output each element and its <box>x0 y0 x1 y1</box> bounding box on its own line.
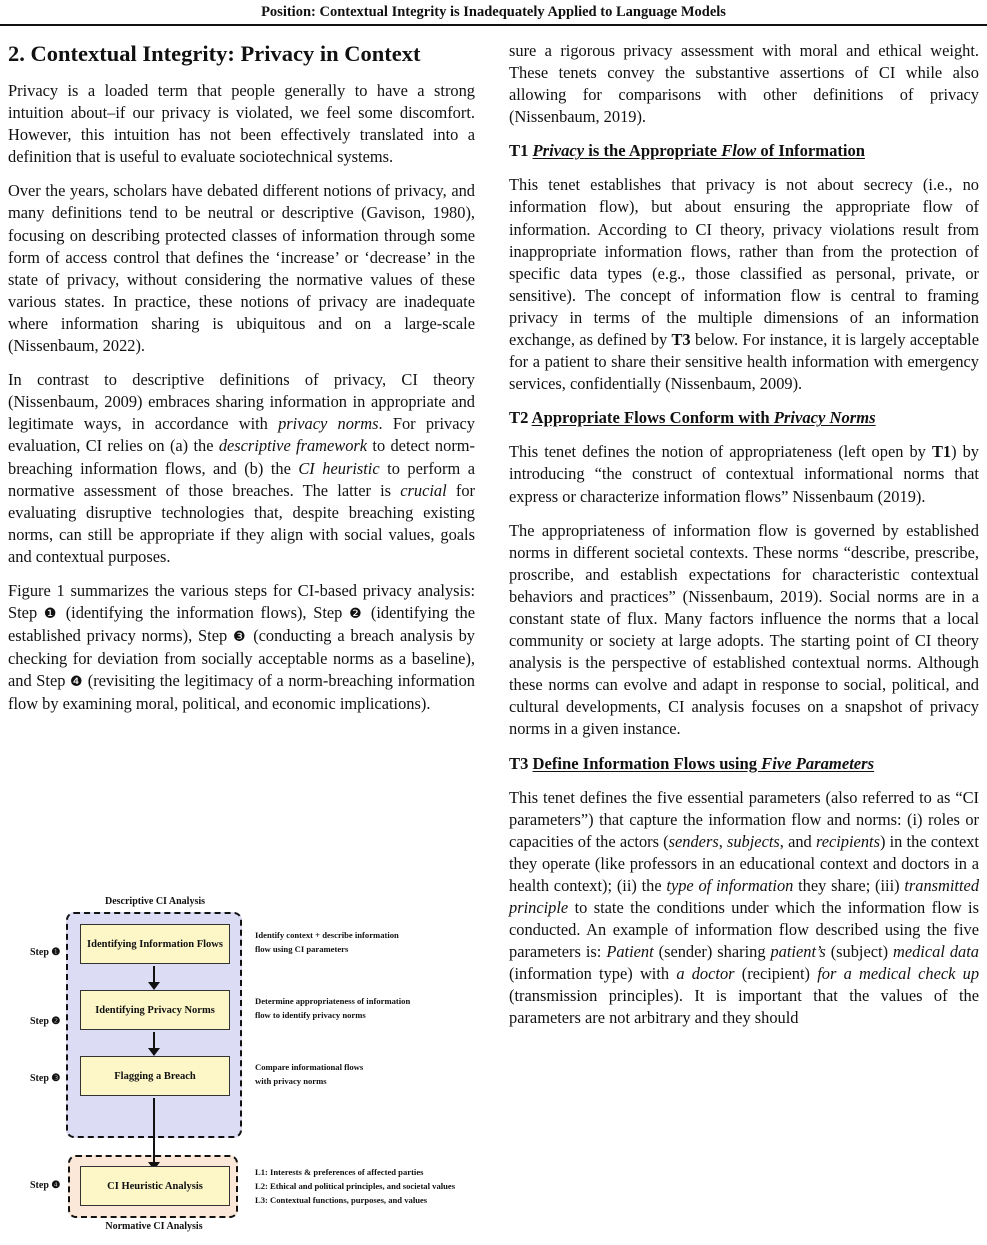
flow-arrow <box>153 966 155 988</box>
step-1-marker: ❶ <box>43 606 59 623</box>
step-note: Compare informational flows with privacy norms <box>255 1062 364 1086</box>
step-3-marker: ❸ <box>233 629 248 646</box>
right-column <box>509 40 979 1042</box>
left-column <box>8 40 475 728</box>
figure-ci-analysis <box>0 884 490 1232</box>
tenet-heading-t2: T2 Appropriate Flows Conform with Privacy Norms <box>509 408 876 428</box>
paragraph: In contrast to descriptive definitions of privacy, CI theory (Nissenbaum, 2009) embraces sharing information in appropriate and legitimate ways, in accordance with privacy norms. For privacy evaluation, CI relies on (a) the descriptive framework to detect norm-breaching information flows, and (b) the CI heuristic to perform a normative assessment of those breaches. The latter is crucial for evaluating disruptive technologies that, despite breaching existing norms, can still be appropriate if they align with social values, goals and contextual purposes. <box>8 370 475 566</box>
step-box: CI Heuristic Analysis <box>80 1166 230 1206</box>
step-box: Identifying Information Flows <box>80 924 230 964</box>
step-2-marker: ❷ <box>349 606 365 623</box>
step-label: Step ❹ <box>30 1180 61 1191</box>
flow-arrow <box>153 1098 155 1168</box>
step-4-marker: ❹ <box>70 674 84 691</box>
paragraph: The appropriateness of information flow is governed by established norms in different societal contexts. These norms “describe, prescribe, proscribe, and establish expectations for characteristic contextual behaviors and practices” (Nissenbaum, 2019). Social norms are in a constant state of flux. Many factors influence the norms that a local community or society at large adopts. The starting point of CI theory analysis is the perspective of established contextual norms. Although these norms can evolve and adapt in response to social, political, and cultural developments, CI analysis focuses on a snapshot of privacy norms in a given instance. <box>509 520 979 739</box>
step-note: Identify context + describe information flow using CI parameters <box>255 930 399 954</box>
tenet-heading-t3: T3 Define Information Flows using Five Parameters <box>509 753 875 773</box>
figure-top-title: Descriptive CI Analysis <box>105 896 205 907</box>
paragraph: This tenet establishes that privacy is not about secrecy (i.e., no information flow), but about ensuring the appropriate flow of information. According to CI theory, privacy violations result from inappropriate information flows, rather than from the protection of specific data types (e.g., those classified as personal, private, or sensitive). The concept of information flow is central to framing privacy in terms of the multiple dimensions of an information exchange, as defined by T3 below. For instance, it is largely acceptable for a patient to share their sensitive health information with emergency services, confidentially (Nissenbaum, 2009). <box>509 175 980 394</box>
step-note: L1: Interests & preferences of affected parties L2: Ethical and political principles, and societal values L3: Contextual functions, purposes, and values <box>255 1167 456 1205</box>
tenet-heading-t1: T1 Privacy is the Appropriate Flow of Information <box>509 141 866 161</box>
paragraph: Figure 1 summarizes the various steps for CI-based privacy analysis: Step ❶ (identifying the information flows), Step ❷ (identifying the established privacy norms), Step ❸ (conducting a breach analysis by checking for deviation from socially acceptable norms as a baseline), and Step ❹ (revisiting the legitimacy of a norm-breaching information flow by examining moral, political, and economic implications). <box>8 580 476 714</box>
step-label: Step ❷ <box>30 1016 61 1027</box>
step-box: Identifying Privacy Norms <box>80 990 230 1030</box>
flow-arrow <box>153 1032 155 1054</box>
paragraph: sure a rigorous privacy assessment with moral and ethical weight. These tenets convey the substantive assertions of CI while also allowing for comparisons with other definitions of privacy (Nissenbaum, 2019). <box>509 41 979 127</box>
step-label: Step ❸ <box>30 1073 61 1084</box>
paragraph: This tenet defines the five essential parameters (also referred to as “CI parameters”) that capture the information flow and norms: (i) roles or capacities of the actors (senders, subjects, and recipients) in the context they operate (like professors in an educational context and doctors in a health context); (ii) the type of information they share; (iii) transmitted principle to state the conditions under which the information flow is conducted. An example of information flow described using the five parameters is: Patient (sender) sharing patient’s (subject) medical data (information type) with a doctor (recipient) for a medical check up (transmission principles). It is important that the values of the parameters are not arbitrary and they should <box>509 787 980 1028</box>
figure-bottom-title: Normative CI Analysis <box>105 1221 203 1232</box>
section-title: 2. Contextual Integrity: Privacy in Context <box>8 41 421 66</box>
paragraph: This tenet defines the notion of appropriateness (left open by T1) by introducing “the construct of contextual informational norms that express or characterize information flows” Nissenbaum (2019). <box>509 442 979 506</box>
step-box: Flagging a Breach <box>80 1056 230 1096</box>
step-note: Determine appropriateness of information flow to identify privacy norms <box>255 996 411 1020</box>
step-label: Step ❶ <box>30 947 61 958</box>
running-head: Position: Contextual Integrity is Inadequately Applied to Language Models <box>0 0 987 26</box>
paragraph: Privacy is a loaded term that people generally to have a strong intuition about–if our privacy is violated, we feel some discomfort. However, this intuition has not been effectively translated into a definition that is useful to evaluate sociotechnical systems. <box>8 81 475 167</box>
paragraph: Over the years, scholars have debated different notions of privacy, and many definitions tend to be neutral or descriptive (Gavison, 1980), focusing on describing protected classes of information through some form of access control that defines the ‘increase’ or ‘decrease’ in the state of privacy, without considering the normative values of these various states. In practice, these notions of privacy are inadequate where information sharing is ubiquitous and on a large-scale (Nissenbaum, 2022). <box>8 181 475 356</box>
